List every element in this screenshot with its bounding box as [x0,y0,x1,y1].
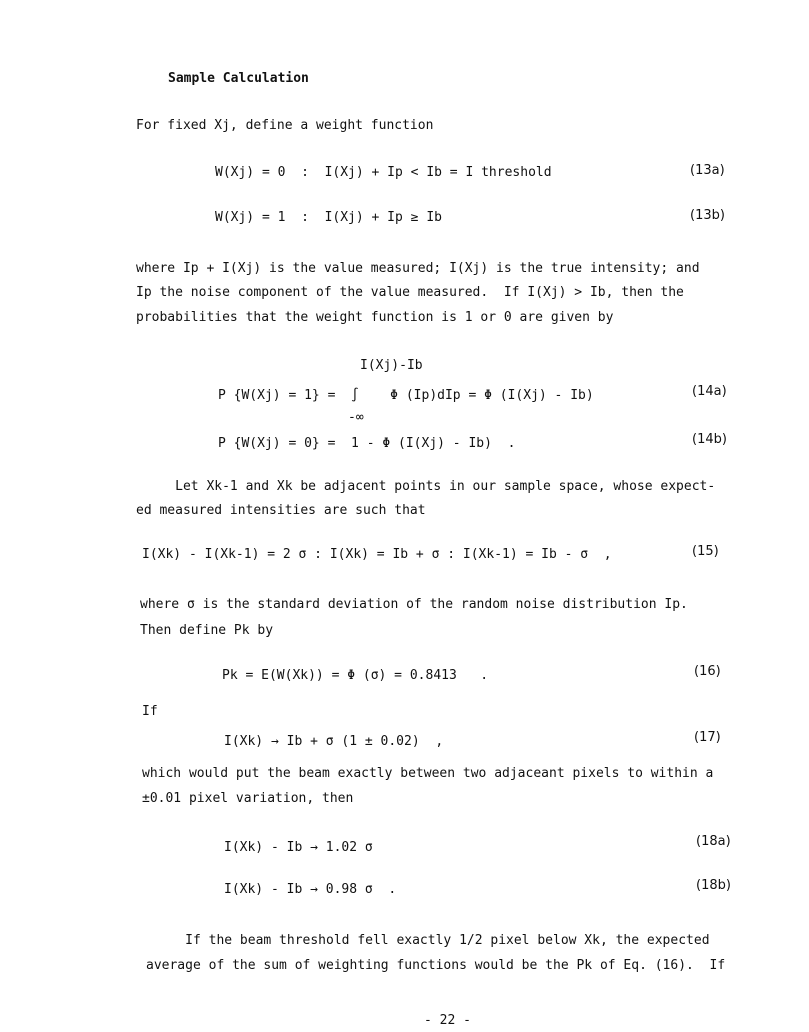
equation-18a: I(Xk) - Ib → 1.02 σ [224,840,373,855]
equation-number-18a: (18a) [696,834,731,849]
equation-17: I(Xk) → Ib + σ (1 ± 0.02) , [224,734,444,749]
paragraph-line: Then define Pk by [140,623,274,638]
integral-lower-limit: -∞ [348,410,364,425]
section-heading: Sample Calculation [168,71,309,86]
equation-number-17: (17) [694,730,721,745]
equation-16: Pk = E(W(Xk)) = Φ (σ) = 0.8413 . [222,668,489,683]
paragraph-line: which would put the beam exactly between two adjaceant pixels to within a [142,766,714,781]
equation-number-14a: (14a) [692,384,727,399]
equation-number-15: (15) [692,544,719,559]
paragraph-line: probabilities that the weight function is 1 or 0 are given by [136,310,614,325]
paragraph-line: where Ip + I(Xj) is the value measured; I(Xj) is the true intensity; and [136,261,700,276]
equation-number-13b: (13b) [690,208,725,223]
integral-upper-limit: I(Xj)-Ib [360,358,423,373]
if-word: If [142,704,158,719]
paragraph-line: where σ is the standard deviation of the random noise distribution Ip. [140,597,688,612]
paragraph-line: Let Xk-1 and Xk be adjacent points in our sample space, whose expect- [136,479,716,494]
equation-14b: P {W(Xj) = 0} = 1 - Φ (I(Xj) - Ib) . [218,436,516,451]
page-number: - 22 - [424,1013,471,1028]
equation-18b: I(Xk) - Ib → 0.98 σ . [224,882,397,897]
equation-15: I(Xk) - I(Xk-1) = 2 σ : I(Xk) = Ib + σ : I(Xk-1) = Ib - σ , [142,547,612,562]
paragraph-line: average of the sum of weighting functions would be the Pk of Eq. (16). If [146,958,726,973]
equation-number-16: (16) [694,664,721,679]
paragraph-line: Ip the noise component of the value measured. If I(Xj) > Ib, then the [136,285,684,300]
equation-14a: P {W(Xj) = 1} = ∫ Φ (Ip)dIp = Φ (I(Xj) - Ib) [218,388,594,403]
paragraph-line: If the beam threshold fell exactly 1/2 pixel below Xk, the expected [146,933,710,948]
equation-number-13a: (13a) [690,163,725,178]
equation-13a: W(Xj) = 0 : I(Xj) + Ip < Ib = I threshold [215,165,552,180]
paragraph-line: ±0.01 pixel variation, then [142,791,354,806]
intro-line: For fixed Xj, define a weight function [136,118,434,133]
equation-number-14b: (14b) [692,432,727,447]
equation-number-18b: (18b) [696,878,731,893]
paragraph-line: ed measured intensities are such that [136,503,426,518]
equation-13b: W(Xj) = 1 : I(Xj) + Ip ≥ Ib [215,210,442,225]
